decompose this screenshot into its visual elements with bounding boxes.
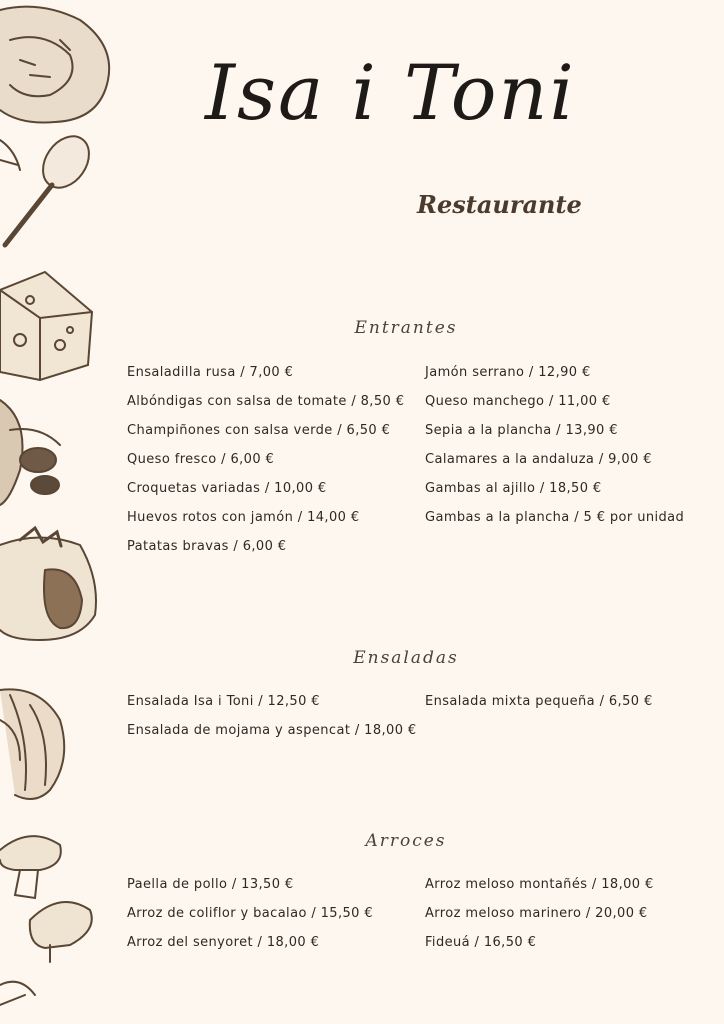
menu-item: Queso fresco / 6,00 € [127, 452, 275, 467]
menu-item: Jamón serrano / 12,90 € [425, 365, 591, 380]
menu-item: Croquetas variadas / 10,00 € [127, 481, 327, 496]
restaurant-subtitle: Restaurante [417, 190, 582, 219]
menu-item: Champiñones con salsa verde / 6,50 € [127, 423, 391, 438]
section-title-ensaladas: Ensaladas [353, 648, 459, 668]
menu-item: Arroz del senyoret / 18,00 € [127, 935, 320, 950]
menu-item: Queso manchego / 11,00 € [425, 394, 611, 409]
menu-item: Ensaladilla rusa / 7,00 € [127, 365, 294, 380]
menu-item: Fideuá / 16,50 € [425, 935, 537, 950]
menu-item: Arroz meloso marinero / 20,00 € [425, 906, 648, 921]
menu-item: Huevos rotos con jamón / 14,00 € [127, 510, 360, 525]
mushroom-icon [0, 836, 92, 1005]
food-illustration-strip [0, 0, 120, 1024]
menu-item: Ensalada de mojama y aspencat / 18,00 € [127, 723, 417, 738]
menu-item: Ensalada mixta pequeña / 6,50 € [425, 694, 653, 709]
menu-item: Sepia a la plancha / 13,90 € [425, 423, 618, 438]
menu-item: Calamares a la andaluza / 9,00 € [425, 452, 652, 467]
menu-item: Arroz de coliflor y bacalao / 15,50 € [127, 906, 374, 921]
section-title-arroces: Arroces [365, 831, 447, 851]
olives-icon [0, 400, 60, 505]
menu-item: Arroz meloso montañés / 18,00 € [425, 877, 654, 892]
steak-icon [0, 7, 109, 123]
menu-item: Gambas a la plancha / 5 € por unidad [425, 510, 685, 525]
menu-item: Gambas al ajillo / 18,50 € [425, 481, 602, 496]
menu-item: Ensalada Isa i Toni / 12,50 € [127, 694, 320, 709]
menu-item: Paella de pollo / 13,50 € [127, 877, 294, 892]
section-title-entrantes: Entrantes [354, 318, 458, 338]
restaurant-name: Isa i Toni [205, 48, 576, 137]
menu-item: Albóndigas con salsa de tomate / 8,50 € [127, 394, 405, 409]
tomato-icon [0, 528, 96, 640]
menu-item: Patatas bravas / 6,00 € [127, 539, 287, 554]
spoon-icon [0, 128, 98, 245]
restaurant-logo [195, 30, 582, 240]
croissant-icon [0, 689, 64, 799]
